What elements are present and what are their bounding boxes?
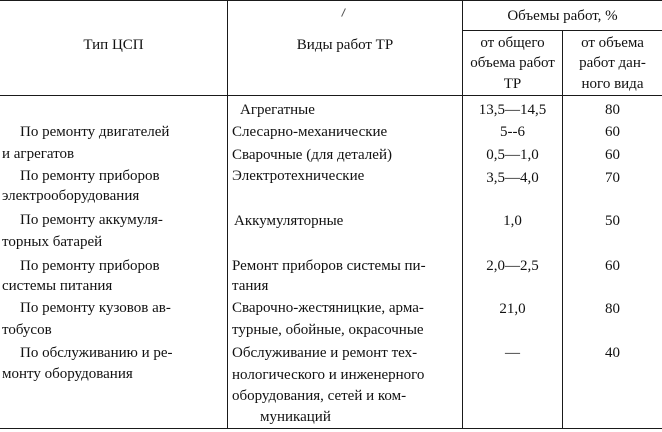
- total-percent-cell: 5--6: [500, 124, 525, 140]
- works-cell: оборудования, сетей и ком-: [232, 388, 407, 404]
- header-kind-line-3: ного вида: [581, 76, 644, 92]
- type-cell: По ремонту приборов: [20, 168, 160, 184]
- kind-percent-cell: 80: [605, 301, 620, 317]
- type-cell: тобусов: [2, 322, 52, 338]
- works-cell: Аккумуляторные: [234, 213, 344, 229]
- works-cell: нологического и инженерного: [232, 367, 425, 383]
- table-top-rule: [0, 0, 662, 1]
- total-percent-cell: 3,5—4,0: [486, 170, 539, 186]
- total-percent-cell: 2,0—2,5: [486, 258, 539, 274]
- type-cell: По ремонту приборов: [20, 258, 160, 274]
- header-works-label: Виды работ ТР: [296, 37, 394, 53]
- type-cell: По обслуживанию и ре-: [20, 345, 173, 361]
- works-cell: муникаций: [260, 409, 331, 425]
- total-percent-cell: 21,0: [499, 301, 526, 317]
- header-kind-line-1: от объема: [581, 35, 644, 51]
- total-percent-cell: —: [505, 345, 520, 361]
- works-cell: тания: [232, 278, 269, 294]
- type-cell: По ремонту аккумуля-: [20, 212, 163, 228]
- header-volumes-label: Объемы работ, %: [507, 8, 618, 24]
- works-cell: Электротехнические: [232, 168, 365, 184]
- kind-percent-cell: 60: [605, 258, 620, 274]
- type-cell: и агрегатов: [2, 146, 75, 162]
- type-cell: По ремонту двигателей: [20, 124, 170, 140]
- column-divider-1: [227, 0, 228, 429]
- kind-percent-cell: 70: [605, 170, 620, 186]
- kind-percent-cell: 60: [605, 147, 620, 163]
- type-cell: По ремонту кузовов ав-: [20, 300, 171, 316]
- works-cell: Обслуживание и ремонт тех-: [232, 345, 418, 361]
- header-type-label: Тип ЦСП: [83, 37, 144, 53]
- works-cell: Сварочно-жестяницкие, арма-: [232, 300, 424, 316]
- type-cell: системы питания: [2, 278, 113, 294]
- header-total-line-3: ТР: [503, 76, 522, 92]
- kind-percent-cell: 60: [605, 124, 620, 140]
- kind-percent-cell: 50: [605, 213, 620, 229]
- works-cell: Слесарно-механические: [232, 124, 388, 140]
- works-cell: Сварочные (для деталей): [232, 147, 392, 163]
- header-total-line-2: объема работ: [470, 55, 555, 71]
- type-cell: торных батарей: [2, 234, 103, 250]
- type-cell: электрооборудования: [2, 188, 140, 204]
- kind-percent-cell: 80: [605, 102, 620, 118]
- works-cell: Ремонт приборов системы пи-: [232, 258, 426, 274]
- works-cell: турные, обойные, окрасочные: [232, 322, 424, 338]
- total-percent-cell: 13,5—14,5: [478, 102, 547, 118]
- total-percent-cell: 1,0: [503, 213, 522, 229]
- type-cell: монту оборудования: [2, 366, 133, 382]
- kind-percent-cell: 40: [605, 345, 620, 361]
- stray-mark: [341, 8, 346, 17]
- header-total-line-1: от общего: [480, 35, 545, 51]
- works-cell: Агрегатные: [240, 102, 315, 118]
- total-percent-cell: 0,5—1,0: [486, 147, 539, 163]
- header-kind-line-2: работ дан-: [579, 55, 646, 71]
